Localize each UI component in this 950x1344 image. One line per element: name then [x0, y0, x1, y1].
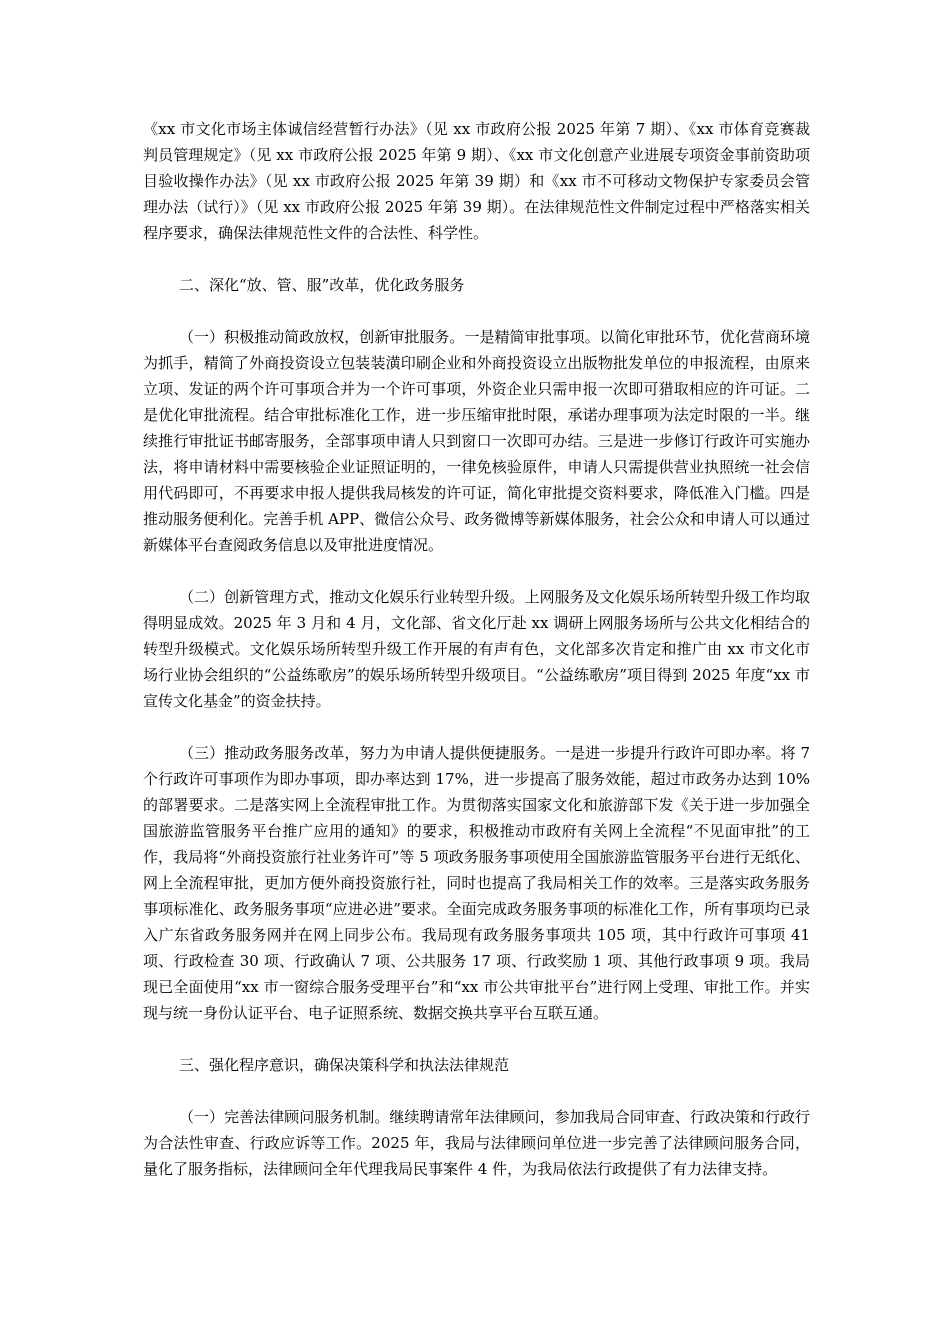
paragraph-spacer [143, 1026, 810, 1052]
paragraph-spacer [143, 298, 810, 324]
paragraph-spacer [143, 246, 810, 272]
paragraph-continuation: 《xx 市文化市场主体诚信经营暂行办法》（见 xx 市政府公报 2025 年第 7 期）、《xx 市体育竞赛裁判员管理规定》（见 xx 市政府公报 2025 年第 9 期）、《xx 市文化创意产业进展专项资金事前资助项目验收操作办法》（见 xx 市政府公报 2025 年第 39 期）和《xx 市不可移动文物保护专家委员会管理办法（试行）》（见 xx 市政府公报 2025 年第 39 期）。在法律规范性文件制定过程中严格落实相关程序要求，确保法律规范性文件的合法性、科学性。 [143, 120, 810, 242]
paragraph-2-2: （二）创新管理方式，推动文化娱乐行业转型升级。上网服务及文化娱乐场所转型升级工作均取得明显成效。2025 年 3 月和 4 月，文化部、省文化厅赴 xx 调研上网服务场所与公共文化相结合的转型升级模式。文化娱乐场所转型升级工作开展的有声有色，文化部多次肯定和推广由 xx 市文化市场行业协会组织的“公益练歌房”的娱乐场所转型升级项目。“公益练歌房”项目得到 2025 年度“xx 市宣传文化基金”的资金扶持。 [143, 588, 810, 710]
document-page [143, 116, 810, 1182]
paragraph-2-3: （三）推动政务服务改革，努力为申请人提供便捷服务。一是进一步提升行政许可即办率。将 7 个行政许可事项作为即办事项，即办率达到 17%，进一步提高了服务效能，超过市政务办达到 10%的部署要求。二是落实网上全流程审批工作。为贯彻落实国家文化和旅游部下发《关于进一步加强全国旅游监管服务平台推广应用的通知》的要求，积极推动市政府有关网上全流程“不见面审批”的工作，我局将“外商投资旅行社业务许可”等 5 项政务服务事项使用全国旅游监管服务平台进行无纸化、网上全流程审批，更加方便外商投资旅行社，同时也提高了我局相关工作的效率。三是落实政务服务事项标准化、政务服务事项“应进必进”要求。全面完成政务服务事项的标准化工作，所有事项均已录入广东省政务服务网并在网上同步公布。我局现有政务服务事项共 105 项，其中行政许可事项 41 项、行政检查 30 项、行政确认 7 项、公共服务 17 项、行政奖励 1 项、其他行政事项 9 项。我局现已全面使用“xx 市一窗综合服务受理平台”和“xx 市公共审批平台”进行网上受理、审批工作。并实现与统一身份认证平台、电子证照系统、数据交换共享平台互联互通。 [143, 744, 810, 1022]
paragraph-spacer [143, 558, 810, 584]
section-heading-3: 三、强化程序意识，确保决策科学和执法法律规范 [179, 1056, 510, 1074]
paragraph-3-1: （一）完善法律顾问服务机制。继续聘请常年法律顾问，参加我局合同审查、行政决策和行政行为合法性审查、行政应诉等工作。2025 年，我局与法律顾问单位进一步完善了法律顾问服务合同，量化了服务指标，法律顾问全年代理我局民事案件 4 件，为我局依法行政提供了有力法律支持。 [143, 1108, 810, 1178]
paragraph-spacer [143, 714, 810, 740]
paragraph-spacer [143, 1078, 810, 1104]
section-heading-2: 二、深化“放、管、服”改革，优化政务服务 [179, 276, 465, 294]
paragraph-2-1: （一）积极推动简政放权，创新审批服务。一是精简审批事项。以简化审批环节，优化营商环境为抓手，精简了外商投资设立包装装潢印刷企业和外商投资设立出版物批发单位的申报流程，由原来立项、发证的两个许可事项合并为一个许可事项，外资企业只需申报一次即可猎取相应的许可证。二是优化审批流程。结合审批标准化工作，进一步压缩审批时限，承诺办理事项为法定时限的一半。继续推行审批证书邮寄服务，全部事项申请人只到窗口一次即可办结。三是进一步修订行政许可实施办法，将申请材料中需要核验企业证照证明的，一律免核验原件，申请人只需提供营业执照统一社会信用代码即可，不再要求申报人提供我局核发的许可证，简化审批提交资料要求，降低准入门槛。四是推动服务便利化。完善手机 APP、微信公众号、政务微博等新媒体服务，社会公众和申请人可以通过新媒体平台查阅政务信息以及审批进度情况。 [143, 328, 810, 554]
